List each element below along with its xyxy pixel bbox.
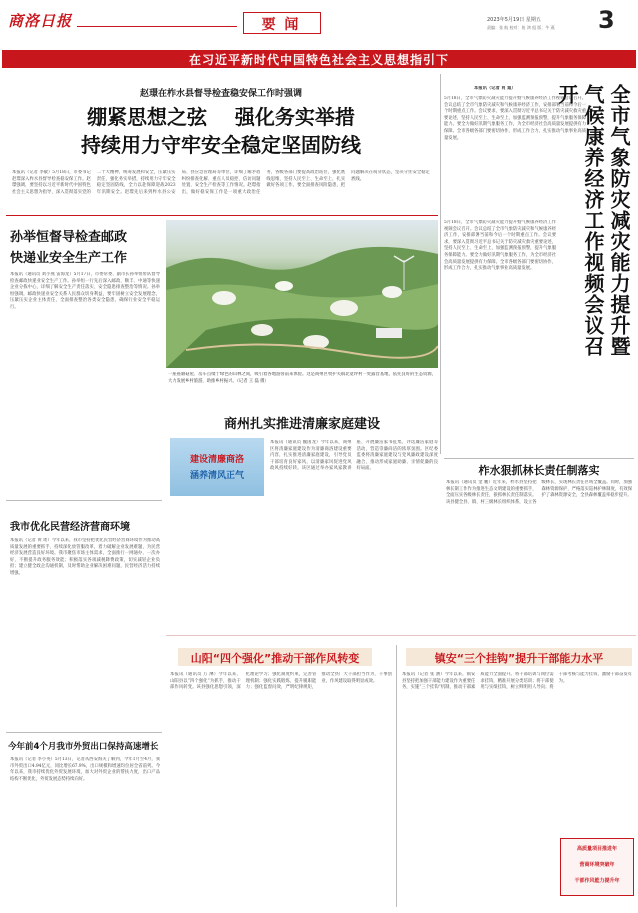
section-label: 要 闻: [261, 17, 301, 33]
weather-body-bottom: 5月18日，全市气象防灾减灾能力提升暨气候康养经济工作视频会议召开。会议总结了全市气象防灾减灾和气候康养经济工作，安排部署当前和今后一个时期重点工作。会议要求，要深入贯彻习近平总书记关于防灾减灾救灾重要论述，坚持人民至上、生命至上，加强监测预报预警，提升气象服务保障能力。要全力做好汛期气象服务工作，为全市经济社会高质量发展提供有力保障。全市各级各部门要密切协作，形成工作合力，扎实推动气象事业高质量发展。: [444, 220, 556, 272]
zhenan-stamp-line2: 营商环境突破年: [579, 862, 615, 868]
shanyang-body: 本报讯（通讯员 万 淋）今年以来，山阳县以“四个强化”为抓手，推动干部作风转变。该县强化思想引领，深化理论学习；强化制度约束，完善管理机制；强化实践锻炼，提升履职能力；强化监督问效，严明纪律规矩，推动全县广大干部担当作为、干事创业，作风建设取得明显成效。: [170, 672, 392, 691]
integrity-body: 本报讯（通讯员 魏国龙）今年以来，商州区将清廉家庭建设作为清廉商洛建设重要内容，扎实推进清廉家庭建设，引导党员干部培育良好家风，以清廉家风促进党风政风持续好转。该区通过举办家风家教讲座、开展廉洁家书征集、评选廉洁家庭等活动，营造崇廉尚洁的浓厚氛围。区纪委监委将清廉家庭建设与党风廉政建设深度融合，推动形成家庭助廉、亲情促廉的良好局面。: [270, 440, 438, 472]
zhenan-stamp-line1: 高质量项目推进年: [576, 846, 617, 852]
weather-kicker: 本报讯（记者 肖 迪）: [474, 86, 516, 91]
postal-body: 本报讯（通讯员 刘小燕 雷海龙）5月17日，市委常委、副市长孙举恒带队督导检查邮政快递业安全生产工作。孙举恒一行先后深入邮政、顺丰、中通等快递企业分拣中心，详细了解安全生产责任落实、安全隐患排查整治等情况。孙举恒强调，邮政快递业安全关系人民群众切身利益，要牢固树立安全发展理念，压紧压实企业主体责任，全面排查整治各类安全隐患，确保行业安全平稳运行。: [10, 272, 160, 310]
bottom-divider: [396, 645, 397, 907]
zhenan-body: 本报讯（记者 张 涵）今年以来，镇安县坚持把加强干部能力建设作为重要任务，实施“三个挂钩”机制，推动干部素质能力全面提升。将干部培训与岗位需求挂钩，精准开展分类培训；将干部使用与实绩挂钩，树立鲜明用人导向；将干部考核与能力挂钩，激励干部奋发有为。: [402, 672, 632, 691]
banner-text: 在习近平新时代中国特色社会主义思想指引下: [188, 53, 449, 67]
forest-headline: 柞水狠抓林长责任制落实: [478, 464, 600, 477]
weather-body-top: 5月18日，全市气象防灾减灾能力提升暨气候康养经济工作视频会议召开。会议总结了全市气象防灾减灾和气候康养经济工作，安排部署当前和今后一个时期重点工作。会议要求，要深入贯彻习近平总书记关于防灾减灾救灾重要论述，坚持人民至上、生命至上，加强监测预报预警，提升气象服务保障能力。要全力做好汛期气象服务工作，为全市经济社会高质量发展提供有力保障。全市各级各部门要密切协作，形成工作合力，扎实推动气象事业高质量发展。: [444, 96, 586, 141]
masthead: [0, 0, 638, 54]
integrity-poster: [170, 438, 264, 496]
zhenan-stamp: [560, 838, 634, 896]
tourism-photo-scene: [166, 220, 438, 368]
lead-kicker: 赵璟在柞水县督导检查稳安保工作时强调: [139, 89, 302, 99]
shanyang-headline: 山阳“四个强化”推动干部作风转变: [190, 652, 360, 665]
forest-body: 本报讯（通讯员 金 鹏）近年来，柞水县坚持把林长制工作作为推进生态文明建设的重要抓手，全面压实各级林长责任，狠抓林长责任制落实。该县健全县、镇、村三级林长组织体系，设立各级林长，实现林长责任区域全覆盖。同时，加强森林资源保护，严格落实巡林护林制度，有效保护了森林资源安全，全县森林覆盖率稳步提升。: [446, 480, 632, 505]
zhenan-stamp-line3: 干部作风能力提升年: [574, 878, 620, 884]
forest-top-rule: [444, 458, 634, 459]
postal-headline-line1: 孙举恒督导检查邮政: [10, 230, 128, 245]
business-body: 本报讯（记者 黄 瑶）今年以来，我市坚持把优化民营经济营商环境作为推动高质量发展的重要抓手，持续深化放管服改革，着力破解企业发展难题，为民营经济发展营造良好环境。我市聚焦市场主体需求，全面推行一网通办、一次办好，不断提升政务服务效能；积极落实各项减税降费政策，切实减轻企业负担；建立健全政企沟通机制，及时帮助企业解决困难问题，民营经济活力持续增强。: [10, 538, 160, 576]
masthead-date: 2023年5月19日 星期五: [487, 17, 541, 23]
lead-headline-line1: 绷紧思想之弦 强化务实举措: [87, 105, 355, 129]
masthead-divider: [77, 26, 237, 27]
weather-headline: 全市气象防灾减灾能力提升暨气候康养经济工作视频会议召开: [555, 84, 631, 357]
business-headline: 我市优化民营经济营商环境: [10, 522, 130, 533]
newspaper-logo: 商洛日报: [8, 12, 73, 30]
integrity-headline: 商州扎实推进清廉家庭建设: [223, 417, 380, 432]
lead-headline-line2: 持续用力守牢安全稳定坚固防线: [81, 133, 361, 157]
zhenan-headline: 镇安“三个挂钩”提升干部能力水平: [434, 652, 604, 665]
masthead-editors: 责编：张 航 校对：鱼 鸿 组 版：牛 燕: [487, 25, 555, 30]
lead-bottom-rule: [6, 215, 438, 216]
weather-divider: [440, 74, 441, 454]
lead-body: 本报讯（记者 李敏）5月18日，市委书记赵璟深入柞水县督导检查稳安保工作。赵璟强调，要坚持以习近平新时代中国特色社会主义思想为指导，深入贯彻落实党的二十大精神，统筹发展和安全，压紧压实责任，强化务实举措，持续用力守牢安全稳定坚固防线，全力以赴保障迎战2023年汛期安全。赵璟先后来到柞水县公安局、县应急管理局等单位，详细了解矛盾纠纷排查化解、重点人员稳控、信访问题处置、安全生产检查等工作情况。赵璟指出，做好稳安保工作是一项重大政治任务，各级各部门要提高政治站位，强化底线思维，坚持人民至上、生命至上，扎实做好各项工作。要全面排查风险隐患，把问题解决在萌芽状态，坚决守住安全稳定底线。: [12, 170, 430, 195]
postal-headline-line2: 快递业安全生产工作: [10, 251, 128, 266]
business-top-rule: [6, 500, 162, 501]
photo-caption: 一座座蘑菇屋、房车点缀于绿色的山林之间，吸引着各地游客前来体验。这是商州区牧护关镇北宽坪村一处露营基地，依托良好的生态资源，大力发展乡村旅游，助推乡村振兴。（记者 王 磊 摄）: [168, 372, 436, 384]
trade-headline: 今年前4个月我市外贸出口保持高速增长: [8, 742, 159, 752]
tourism-photo: [166, 220, 438, 368]
page-number: 3: [598, 6, 615, 34]
trade-body: 本报讯（记者 李小英）5月13日，记者从西安海关了解到，今年1月至4月，我市外贸出口4.94亿元，同比增长67.9%，出口规模和增速均位居全省前列。今年以来，我市持续优化外贸发展环境，加大对外贸企业的帮扶力度，出口产品结构不断优化，外贸发展态势持续向好。: [10, 757, 160, 782]
trade-top-rule: [6, 732, 162, 733]
integrity-poster-line2: 涵养清风正气: [189, 471, 244, 481]
integrity-poster-line1: 建设清廉商洛: [189, 455, 244, 465]
